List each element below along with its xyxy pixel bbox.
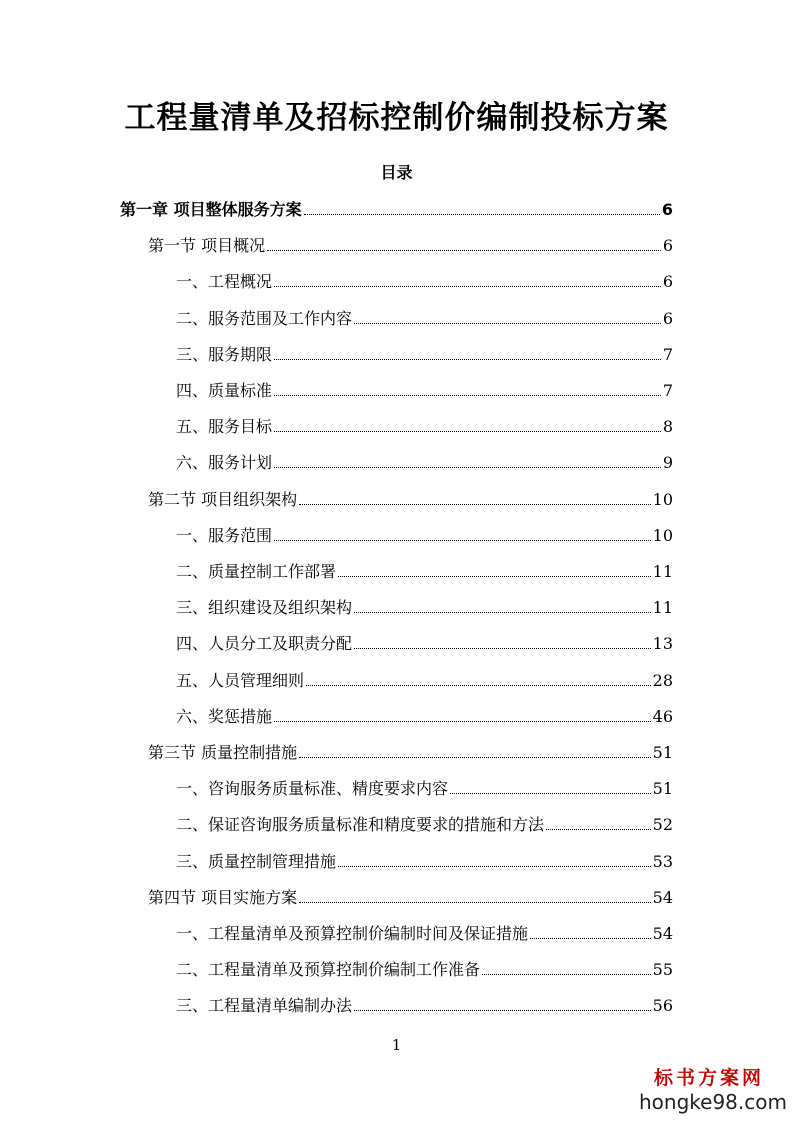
watermark-logo (639, 1063, 787, 1114)
toc-leader-dots (354, 307, 661, 324)
toc-entry-page: 51 (652, 743, 673, 762)
toc-entry-page: 54 (652, 888, 673, 907)
toc-entry[interactable] (176, 850, 673, 872)
toc-entry[interactable] (148, 741, 673, 763)
toc-entry-label: 二、质量控制工作部署 (176, 562, 337, 581)
toc-entry-page: 52 (652, 815, 673, 834)
toc-entry-page: 6 (662, 309, 673, 328)
toc-entry-page: 55 (652, 960, 673, 979)
toc-leader-dots (299, 886, 651, 903)
toc-entry-page: 7 (662, 381, 673, 400)
toc-entry-page: 6 (662, 272, 673, 291)
toc-entry-page: 13 (652, 634, 673, 653)
toc-entry[interactable] (176, 958, 673, 980)
toc-leader-dots (482, 958, 651, 975)
toc-leader-dots (546, 813, 651, 830)
watermark-cn: 标书方案网 (653, 1067, 764, 1089)
toc-entry[interactable] (176, 560, 673, 582)
toc-entry-page: 53 (652, 852, 673, 871)
toc-leader-dots (274, 270, 661, 287)
toc-entry-label: 一、咨询服务质量标准、精度要求内容 (176, 779, 449, 798)
toc-leader-dots (306, 669, 651, 686)
toc-entry[interactable] (176, 415, 673, 437)
toc-leader-dots (299, 741, 651, 758)
toc-entry-page: 56 (652, 996, 673, 1015)
toc-heading: 目录 (380, 163, 413, 182)
toc-entry-label: 一、工程量清单及预算控制价编制时间及保证措施 (176, 924, 529, 943)
toc-entry[interactable] (176, 524, 673, 546)
toc-entry-page: 28 (652, 671, 673, 690)
toc-leader-dots (299, 488, 651, 505)
toc-entry-label: 第三节 质量控制措施 (148, 743, 298, 762)
toc-leader-dots (274, 451, 661, 468)
toc-leader-dots (274, 415, 661, 432)
toc-entry-label: 第二节 项目组织架构 (148, 490, 298, 509)
toc-entry[interactable] (176, 994, 673, 1016)
document-title: 工程量清单及招标控制价编制投标方案 (124, 100, 669, 136)
toc-entry[interactable] (176, 451, 673, 473)
toc-entry[interactable] (176, 270, 673, 292)
toc-leader-dots (267, 234, 661, 251)
toc-leader-dots (354, 596, 651, 613)
toc-entry[interactable] (176, 705, 673, 727)
toc-entry-label: 一、服务范围 (176, 526, 273, 545)
toc-entry-page: 8 (662, 417, 673, 436)
toc-entry[interactable] (176, 343, 673, 365)
toc-entry-page: 11 (652, 598, 673, 617)
toc-entry[interactable] (176, 307, 673, 329)
toc-entry-page: 9 (662, 453, 673, 472)
toc-leader-dots (274, 705, 651, 722)
watermark-en: hongke98.com (639, 1090, 787, 1114)
toc-leader-dots (354, 632, 651, 649)
toc-entry-page: 51 (652, 779, 673, 798)
toc-entry[interactable] (148, 886, 673, 908)
toc-entry-page: 11 (652, 562, 673, 581)
toc-entry-label: 三、工程量清单编制办法 (176, 996, 353, 1015)
toc-entry[interactable] (120, 198, 673, 220)
toc-entry[interactable] (176, 922, 673, 944)
toc-entry-label: 三、服务期限 (176, 345, 273, 364)
toc-entry-label: 六、服务计划 (176, 453, 273, 472)
toc-leader-dots (450, 777, 651, 794)
toc-leader-dots (274, 524, 651, 541)
toc-entry-label: 二、服务范围及工作内容 (176, 309, 353, 328)
toc-entry[interactable] (176, 813, 673, 835)
toc-entry-label: 第一章 项目整体服务方案 (120, 200, 302, 219)
toc-entry[interactable] (148, 488, 673, 510)
toc-entry-page: 54 (652, 924, 673, 943)
toc-entry-label: 二、保证咨询服务质量标准和精度要求的措施和方法 (176, 815, 545, 834)
toc-entry-label: 四、质量标准 (176, 381, 273, 400)
toc-entry-page: 46 (652, 707, 673, 726)
toc-entry[interactable] (148, 234, 673, 256)
toc-entry-label: 二、工程量清单及预算控制价编制工作准备 (176, 960, 481, 979)
toc-leader-dots (304, 198, 660, 215)
toc-entry[interactable] (176, 632, 673, 654)
toc-entry-label: 六、奖惩措施 (176, 707, 273, 726)
toc-entry-page: 6 (662, 236, 673, 255)
toc-entry-label: 四、人员分工及职责分配 (176, 634, 353, 653)
toc-entry[interactable] (176, 379, 673, 401)
page-number: 1 (391, 1036, 402, 1054)
toc-entry[interactable] (176, 777, 673, 799)
toc-entry-label: 三、组织建设及组织架构 (176, 598, 353, 617)
toc-entry-page: 6 (661, 200, 673, 219)
toc-leader-dots (274, 343, 661, 360)
toc-entry[interactable] (176, 669, 673, 691)
toc-entry-label: 第四节 项目实施方案 (148, 888, 298, 907)
toc-entry-label: 五、人员管理细则 (176, 671, 305, 690)
toc-entry-page: 7 (662, 345, 673, 364)
toc-leader-dots (274, 379, 661, 396)
toc-leader-dots (354, 994, 651, 1011)
toc-entry-label: 第一节 项目概况 (148, 236, 266, 255)
toc-entry-page: 10 (652, 526, 673, 545)
toc-entry-label: 三、质量控制管理措施 (176, 852, 337, 871)
toc-entry[interactable] (176, 596, 673, 618)
toc-entry-label: 一、工程概况 (176, 272, 273, 291)
toc-entry-label: 五、服务目标 (176, 417, 273, 436)
toc-leader-dots (338, 560, 651, 577)
toc-leader-dots (530, 922, 651, 939)
toc-leader-dots (338, 850, 651, 867)
toc-entry-page: 10 (652, 490, 673, 509)
